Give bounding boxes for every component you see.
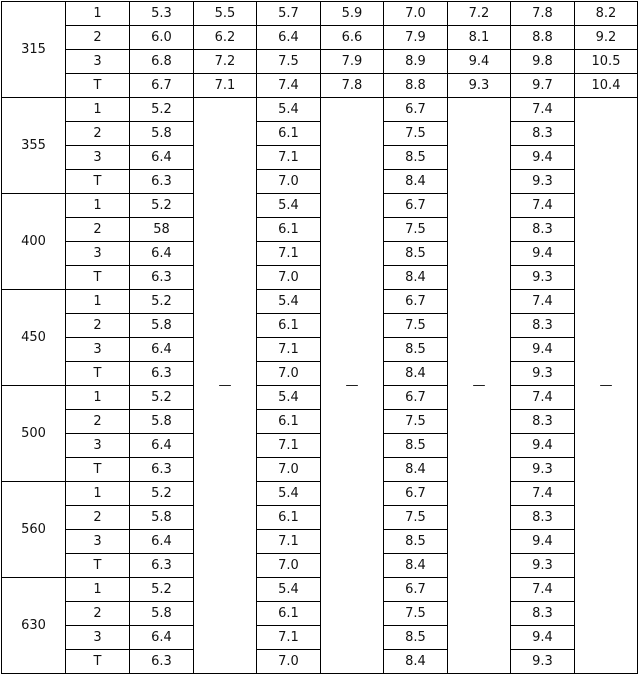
row-index: 1: [66, 578, 130, 602]
value-cell: 7.1: [257, 146, 321, 170]
value-cell: 7.9: [384, 26, 448, 50]
value-cell: 7.1: [257, 626, 321, 650]
value-cell: 7.4: [511, 578, 575, 602]
group-label: 450: [2, 290, 66, 386]
value-cell: 8.5: [384, 242, 448, 266]
value-cell: 9.4: [511, 434, 575, 458]
value-cell: 6.1: [257, 314, 321, 338]
value-cell: 5.2: [130, 290, 194, 314]
row-index: 1: [66, 482, 130, 506]
value-cell: 7.5: [384, 122, 448, 146]
value-cell: 7.4: [511, 290, 575, 314]
group-label: 500: [2, 386, 66, 482]
value-cell: 8.4: [384, 170, 448, 194]
row-index: 1: [66, 2, 130, 26]
value-cell: 7.4: [511, 194, 575, 218]
value-cell: 6.4: [130, 146, 194, 170]
value-cell: 7.0: [257, 170, 321, 194]
value-cell: 9.4: [448, 50, 511, 74]
value-cell: 7.9: [321, 50, 384, 74]
value-cell: 8.3: [511, 602, 575, 626]
value-cell: 5.3: [130, 2, 194, 26]
value-cell: 7.0: [257, 362, 321, 386]
value-cell: 5.8: [130, 506, 194, 530]
table-row: [2, 434, 638, 458]
table-row: [2, 170, 638, 194]
table-row: [2, 314, 638, 338]
group-label: 560: [2, 482, 66, 578]
value-cell: 5.2: [130, 98, 194, 122]
row-index: T: [66, 458, 130, 482]
value-cell: 8.3: [511, 122, 575, 146]
value-cell: 7.0: [257, 266, 321, 290]
value-cell: 6.6: [321, 26, 384, 50]
value-cell: 6.3: [130, 554, 194, 578]
group-label: 400: [2, 194, 66, 290]
table-row: [2, 482, 638, 506]
row-index: 2: [66, 410, 130, 434]
value-cell: 58: [130, 218, 194, 242]
row-index: 2: [66, 602, 130, 626]
table-row: [2, 626, 638, 650]
value-cell: 9.3: [511, 650, 575, 674]
value-cell: 5.2: [130, 482, 194, 506]
value-cell: 7.4: [511, 98, 575, 122]
table-row: [2, 266, 638, 290]
table-row: [2, 458, 638, 482]
value-cell: 6.8: [130, 50, 194, 74]
value-cell: 7.8: [511, 2, 575, 26]
value-cell: 9.4: [511, 530, 575, 554]
value-cell: 5.8: [130, 122, 194, 146]
value-cell: 7.1: [257, 434, 321, 458]
value-cell: 6.4: [130, 434, 194, 458]
value-cell: 5.4: [257, 98, 321, 122]
value-cell: 5.4: [257, 194, 321, 218]
value-cell: 6.1: [257, 410, 321, 434]
value-cell: 6.4: [130, 530, 194, 554]
value-cell: 8.3: [511, 218, 575, 242]
value-cell: 10.5: [575, 50, 638, 74]
value-cell: 7.0: [257, 458, 321, 482]
row-index: 1: [66, 290, 130, 314]
value-cell: 9.7: [511, 74, 575, 98]
value-cell: 8.1: [448, 26, 511, 50]
row-index: 2: [66, 506, 130, 530]
value-cell: 7.4: [511, 386, 575, 410]
value-cell: 9.3: [511, 458, 575, 482]
row-index: 3: [66, 626, 130, 650]
value-cell: 6.0: [130, 26, 194, 50]
value-cell: 6.7: [384, 386, 448, 410]
value-cell: 7.5: [384, 218, 448, 242]
row-index: 2: [66, 122, 130, 146]
value-cell: 8.4: [384, 266, 448, 290]
dash-marker: —: [472, 377, 486, 393]
value-cell: 8.3: [511, 410, 575, 434]
value-cell: 10.4: [575, 74, 638, 98]
empty-column-cell: [321, 98, 384, 674]
row-index: 2: [66, 314, 130, 338]
row-index: T: [66, 362, 130, 386]
empty-column-cell: [575, 98, 638, 674]
value-cell: 9.2: [575, 26, 638, 50]
row-index: T: [66, 554, 130, 578]
table-row: [2, 146, 638, 170]
value-cell: 8.3: [511, 314, 575, 338]
value-cell: 8.3: [511, 506, 575, 530]
row-index: T: [66, 266, 130, 290]
value-cell: 9.3: [511, 362, 575, 386]
value-cell: 9.4: [511, 626, 575, 650]
value-cell: 5.7: [257, 2, 321, 26]
row-index: 1: [66, 98, 130, 122]
row-index: 1: [66, 194, 130, 218]
value-cell: 8.5: [384, 530, 448, 554]
group-label: 630: [2, 578, 66, 674]
table-row: [2, 602, 638, 626]
value-cell: 6.1: [257, 506, 321, 530]
value-cell: 6.3: [130, 650, 194, 674]
table-row: [2, 74, 638, 98]
group-label: 355: [2, 98, 66, 194]
value-cell: 7.2: [448, 2, 511, 26]
value-cell: 8.5: [384, 338, 448, 362]
row-index: 3: [66, 338, 130, 362]
table-row: [2, 2, 638, 26]
table-row: [2, 290, 638, 314]
value-cell: 7.2: [194, 50, 257, 74]
value-cell: 6.7: [384, 482, 448, 506]
value-cell: 5.2: [130, 194, 194, 218]
value-cell: 7.1: [257, 530, 321, 554]
value-cell: 5.8: [130, 602, 194, 626]
value-cell: 7.5: [384, 314, 448, 338]
table-row: [2, 98, 638, 122]
value-cell: 5.2: [130, 386, 194, 410]
group-label: 315: [2, 2, 66, 98]
table-row: [2, 242, 638, 266]
table-row: [2, 122, 638, 146]
dash-marker: —: [345, 377, 359, 393]
value-cell: 5.8: [130, 410, 194, 434]
value-cell: 6.7: [384, 290, 448, 314]
value-cell: 9.3: [511, 554, 575, 578]
value-cell: 5.4: [257, 482, 321, 506]
value-cell: 7.0: [257, 554, 321, 578]
row-index: 2: [66, 26, 130, 50]
value-cell: 6.4: [130, 242, 194, 266]
value-cell: 7.4: [511, 482, 575, 506]
value-cell: 7.8: [321, 74, 384, 98]
table-row: [2, 218, 638, 242]
value-cell: 6.1: [257, 602, 321, 626]
table-body: [2, 2, 638, 674]
value-cell: 6.7: [130, 74, 194, 98]
value-cell: 7.0: [384, 2, 448, 26]
row-index: 3: [66, 50, 130, 74]
data-table: [1, 1, 638, 674]
row-index: T: [66, 74, 130, 98]
value-cell: 8.2: [575, 2, 638, 26]
value-cell: 9.8: [511, 50, 575, 74]
value-cell: 9.3: [448, 74, 511, 98]
row-index: 3: [66, 530, 130, 554]
value-cell: 9.3: [511, 170, 575, 194]
table-row: [2, 194, 638, 218]
row-index: 3: [66, 434, 130, 458]
table-row: [2, 554, 638, 578]
value-cell: 6.3: [130, 458, 194, 482]
value-cell: 7.5: [384, 506, 448, 530]
value-cell: 6.7: [384, 194, 448, 218]
value-cell: 8.5: [384, 146, 448, 170]
value-cell: 8.4: [384, 554, 448, 578]
table-row: [2, 26, 638, 50]
value-cell: 8.5: [384, 434, 448, 458]
empty-column-cell: [448, 98, 511, 674]
value-cell: 5.9: [321, 2, 384, 26]
value-cell: 7.4: [257, 74, 321, 98]
value-cell: 6.1: [257, 122, 321, 146]
value-cell: 8.8: [511, 26, 575, 50]
dash-marker: —: [599, 377, 613, 393]
dash-marker: —: [218, 377, 232, 393]
value-cell: 9.4: [511, 146, 575, 170]
value-cell: 6.4: [130, 338, 194, 362]
table-row: [2, 386, 638, 410]
table-row: [2, 338, 638, 362]
row-index: 3: [66, 242, 130, 266]
value-cell: 6.3: [130, 362, 194, 386]
value-cell: 7.5: [257, 50, 321, 74]
value-cell: 8.5: [384, 626, 448, 650]
table-row: [2, 530, 638, 554]
value-cell: 8.4: [384, 650, 448, 674]
value-cell: 5.4: [257, 578, 321, 602]
row-index: T: [66, 170, 130, 194]
value-cell: 6.7: [384, 578, 448, 602]
row-index: 3: [66, 146, 130, 170]
value-cell: 8.8: [384, 74, 448, 98]
value-cell: 5.4: [257, 386, 321, 410]
table-row: [2, 506, 638, 530]
table-row: [2, 362, 638, 386]
value-cell: 7.1: [257, 242, 321, 266]
value-cell: 9.4: [511, 338, 575, 362]
value-cell: 7.5: [384, 602, 448, 626]
value-cell: 9.4: [511, 242, 575, 266]
empty-column-cell: [194, 98, 257, 674]
value-cell: 6.3: [130, 266, 194, 290]
table-row: [2, 50, 638, 74]
row-index: 1: [66, 386, 130, 410]
value-cell: 6.4: [130, 626, 194, 650]
value-cell: 7.1: [257, 338, 321, 362]
value-cell: 5.8: [130, 314, 194, 338]
value-cell: 6.7: [384, 98, 448, 122]
value-cell: 9.3: [511, 266, 575, 290]
row-index: 2: [66, 218, 130, 242]
value-cell: 5.5: [194, 2, 257, 26]
value-cell: 6.1: [257, 218, 321, 242]
value-cell: 6.3: [130, 170, 194, 194]
value-cell: 8.4: [384, 362, 448, 386]
table-row: [2, 410, 638, 434]
value-cell: 8.4: [384, 458, 448, 482]
table-row: [2, 650, 638, 674]
value-cell: 7.0: [257, 650, 321, 674]
row-index: T: [66, 650, 130, 674]
value-cell: 7.5: [384, 410, 448, 434]
value-cell: 5.4: [257, 290, 321, 314]
value-cell: 6.2: [194, 26, 257, 50]
table-row: [2, 578, 638, 602]
value-cell: 7.1: [194, 74, 257, 98]
value-cell: 8.9: [384, 50, 448, 74]
value-cell: 5.2: [130, 578, 194, 602]
value-cell: 6.4: [257, 26, 321, 50]
